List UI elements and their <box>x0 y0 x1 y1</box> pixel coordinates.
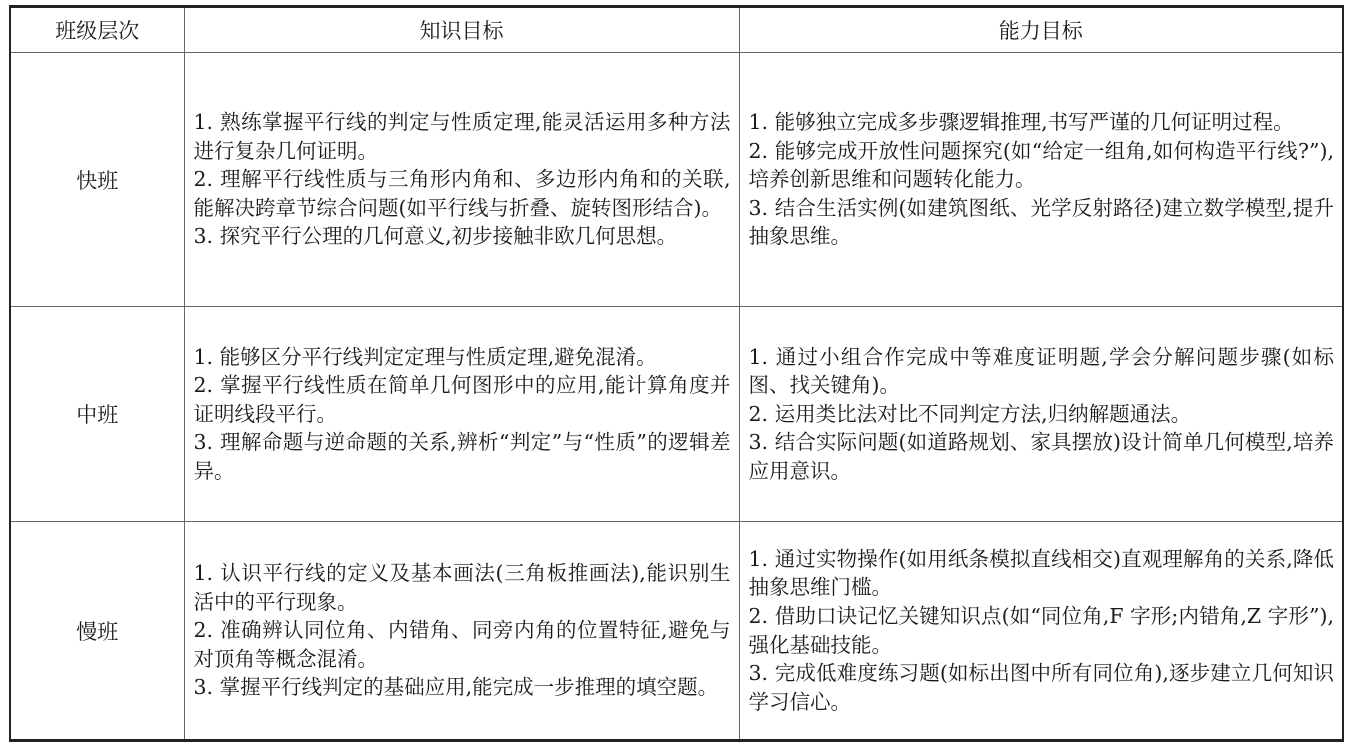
knowledge-goal-item: 3. 探究平行公理的几何意义,初步接触非欧几何思想。 <box>193 224 678 249</box>
ability-goal-item: 1. 通过小组合作完成中等难度证明题,学会分解问题步骤(如标图、找关键角)。 <box>748 344 1334 398</box>
header-ability-goals: 能力目标 <box>739 7 1343 53</box>
knowledge-goal-item: 2. 掌握平行线性质在简单几何图形中的应用,能计算角度并证明线段平行。 <box>193 373 731 426</box>
knowledge-goal-item: 2. 理解平行线性质与三角形内角和、多边形内角和的关联,能解决跨章节综合问题(如平行线与折叠、旋转图形结合)。 <box>193 167 731 220</box>
ability-goal-item: 2. 运用类比法对比不同判定方法,归纳解题通法。 <box>748 401 1192 426</box>
knowledge-goals-cell <box>184 53 739 307</box>
ability-goal-item: 3. 结合生活实例(如建筑图纸、光学反射路径)建立数学模型,提升抽象思维。 <box>748 195 1334 249</box>
ability-goals-cell <box>739 522 1343 741</box>
header-knowledge-goals: 知识目标 <box>184 7 739 53</box>
ability-goal-item: 1. 通过实物操作(如用纸条模拟直线相交)直观理解角的关系,降低抽象思维门槛。 <box>748 546 1334 600</box>
table-row-slow-class <box>10 522 1343 741</box>
ability-goals-cell <box>739 53 1343 307</box>
differentiated-goals-table <box>9 5 1344 742</box>
knowledge-goal-item: 3. 理解命题与逆命题的关系,辨析“判定”与“性质”的逻辑差异。 <box>193 430 731 483</box>
table-row-middle-class <box>10 307 1343 522</box>
header-row <box>10 7 1343 53</box>
table-row-fast-class <box>10 53 1343 307</box>
knowledge-goal-item: 1. 认识平行线的定义及基本画法(三角板推画法),能识别生活中的平行现象。 <box>193 561 731 614</box>
ability-goal-item: 1. 能够独立完成多步骤逻辑推理,书写严谨的几何证明过程。 <box>748 110 1294 135</box>
ability-goal-item: 2. 借助口诀记忆关键知识点(如“同位角,F 字形;内错角,Z 字形”),强化基础技能。 <box>748 603 1334 657</box>
ability-goal-item: 3. 完成低难度练习题(如标出图中所有同位角),逐步建立几何知识学习信心。 <box>748 661 1334 714</box>
knowledge-goals-cell <box>184 307 739 522</box>
knowledge-goal-item: 2. 准确辨认同位角、内错角、同旁内角的位置特征,避免与对顶角等概念混淆。 <box>193 618 731 671</box>
header-class-level: 班级层次 <box>10 7 184 53</box>
class-level-cell: 快班 <box>10 53 184 307</box>
knowledge-goals-cell <box>184 522 739 741</box>
knowledge-goal-item: 3. 掌握平行线判定的基础应用,能完成一步推理的填空题。 <box>193 675 719 700</box>
ability-goal-item: 3. 结合实际问题(如道路规划、家具摆放)设计简单几何模型,培养应用意识。 <box>748 430 1334 483</box>
knowledge-goal-item: 1. 能够区分平行线判定定理与性质定理,避免混淆。 <box>193 344 657 369</box>
class-level-cell: 慢班 <box>10 522 184 741</box>
ability-goals-cell <box>739 307 1343 522</box>
knowledge-goal-item: 1. 熟练掌握平行线的判定与性质定理,能灵活运用多种方法进行复杂几何证明。 <box>193 110 731 163</box>
ability-goal-item: 2. 能够完成开放性问题探究(如“给定一组角,如何构造平行线?”),培养创新思维和问题转化能力。 <box>748 138 1334 192</box>
class-level-cell: 中班 <box>10 307 184 522</box>
